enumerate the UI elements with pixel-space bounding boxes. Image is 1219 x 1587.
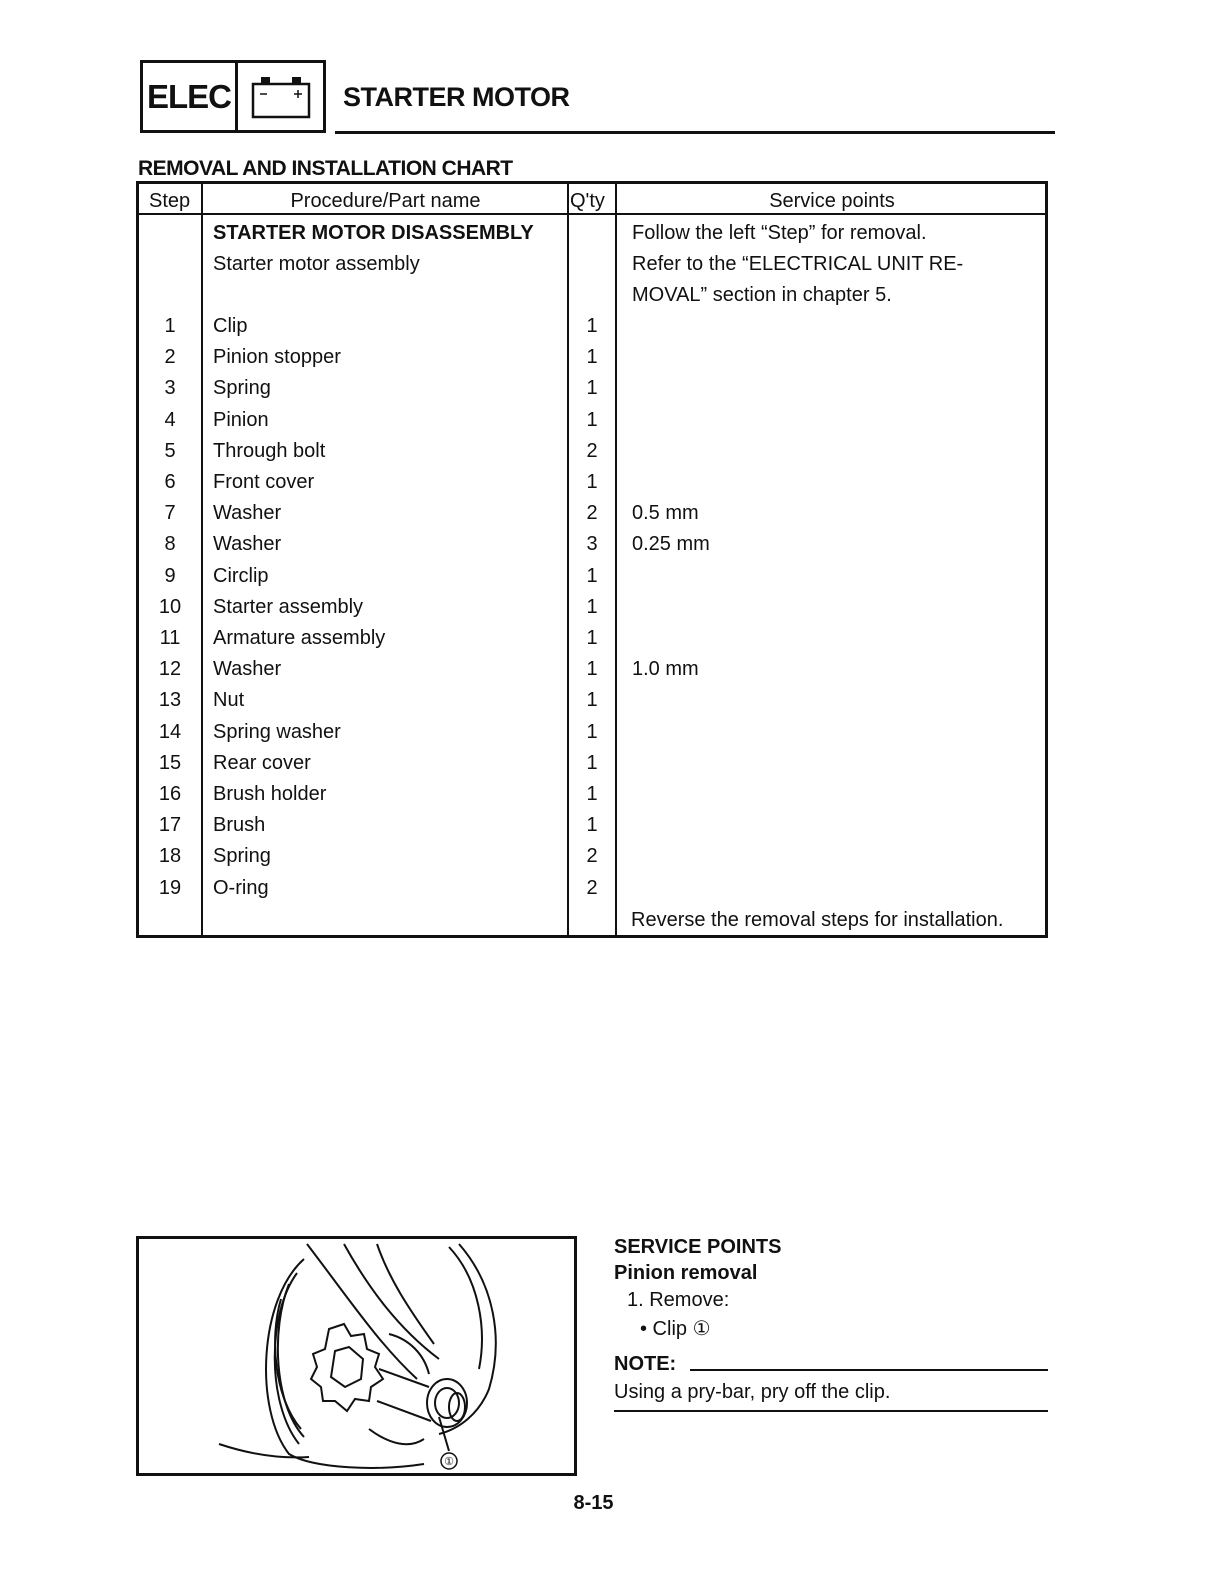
row-qty: 1: [586, 814, 598, 837]
row-part-name: Washer: [213, 533, 282, 556]
row-qty: 1: [586, 627, 598, 649]
row-step: 5: [164, 439, 176, 462]
row-part-name: Nut: [213, 689, 245, 712]
removal-installation-chart: [136, 181, 1048, 938]
row-step: 11: [159, 627, 181, 649]
starter-motor-illustration: [139, 1239, 574, 1473]
row-step: 7: [164, 502, 176, 525]
column-header-step: Step: [149, 190, 191, 212]
row-part-name: O-ring: [213, 876, 269, 899]
row-step: 15: [158, 751, 182, 774]
row-part-name: Through bolt: [213, 439, 326, 462]
row-qty: 2: [586, 845, 598, 868]
row-service-point: 0.5 mm: [632, 502, 699, 525]
page-title: STARTER MOTOR: [343, 82, 570, 112]
service-bullet: • Clip ①: [640, 1318, 711, 1340]
row-part-name: Armature assembly: [213, 627, 386, 649]
column-header-qty: Q'ty: [570, 190, 605, 212]
row-part-name: Front cover: [213, 471, 315, 493]
row-step: 8: [164, 533, 176, 556]
row-step: 16: [158, 783, 182, 805]
row-step: 13: [158, 689, 182, 712]
row-step: 6: [164, 471, 176, 493]
callout-number: ①: [444, 1456, 454, 1468]
section-tab: [140, 60, 326, 133]
row-part-name: Pinion stopper: [213, 346, 341, 369]
disassembly-heading: STARTER MOTOR DISASSEMBLY: [213, 222, 534, 244]
row-step: 12: [158, 658, 182, 681]
service-points-subheading: Pinion removal: [614, 1262, 758, 1284]
row-step: 2: [164, 346, 176, 369]
row-step: 10: [158, 595, 182, 618]
battery-icon: [249, 74, 313, 120]
row-qty: 1: [586, 595, 598, 618]
row-qty: 1: [586, 471, 598, 493]
row-qty: 1: [586, 658, 598, 681]
column-header-service: Service points: [769, 190, 895, 212]
row-part-name: Spring: [213, 845, 271, 868]
note-label: NOTE:: [614, 1353, 677, 1375]
row-qty: 1: [586, 564, 598, 587]
pinion-removal-figure: [136, 1236, 577, 1476]
row-qty: 1: [586, 751, 598, 774]
row-step: 18: [158, 845, 182, 868]
service-intro-line: Refer to the “ELECTRICAL UNIT RE-: [632, 253, 964, 275]
service-intro-line: MOVAL” section in chapter 5.: [632, 284, 892, 306]
row-part-name: Starter assembly: [213, 595, 364, 618]
header-rule: [335, 131, 1055, 134]
assembly-label: Starter motor assembly: [213, 253, 420, 275]
row-step: 3: [164, 377, 176, 400]
row-step: 14: [158, 720, 182, 743]
row-qty: 2: [586, 439, 598, 462]
section-label: ELEC: [143, 63, 238, 130]
row-service-point: 1.0 mm: [632, 658, 699, 681]
row-part-name: Spring washer: [213, 720, 341, 743]
service-step: 1. Remove:: [627, 1289, 730, 1311]
row-part-name: Washer: [213, 658, 282, 681]
row-part-name: Pinion: [213, 408, 269, 431]
row-step: 17: [158, 814, 182, 837]
row-qty: 1: [586, 408, 598, 431]
column-header-part: Procedure/Part name: [290, 190, 481, 212]
row-step: 1: [164, 315, 176, 337]
column-divider: [615, 184, 617, 935]
row-qty: 2: [586, 876, 598, 899]
installation-note: Reverse the removal steps for installation.: [631, 909, 1004, 931]
row-part-name: Rear cover: [213, 751, 311, 774]
service-intro-line: Follow the left “Step” for removal.: [632, 222, 927, 244]
note-end-rule: [614, 1410, 1048, 1412]
row-part-name: Brush: [213, 814, 266, 837]
page-number: 8-15: [573, 1492, 614, 1514]
header-divider: [139, 213, 1045, 215]
row-step: 4: [164, 408, 176, 431]
service-points-heading: SERVICE POINTS: [614, 1236, 782, 1258]
row-qty: 1: [586, 783, 598, 805]
row-qty: 2: [586, 502, 598, 525]
row-step: 19: [158, 876, 182, 899]
row-qty: 1: [586, 720, 598, 743]
column-divider: [201, 184, 203, 935]
row-qty: 1: [586, 689, 598, 712]
chart-title: REMOVAL AND INSTALLATION CHART: [138, 157, 513, 180]
row-qty: 1: [586, 377, 598, 400]
note-text: Using a pry-bar, pry off the clip.: [614, 1381, 891, 1403]
row-step: 9: [164, 564, 176, 587]
row-qty: 1: [586, 346, 598, 369]
row-part-name: Brush holder: [213, 783, 327, 805]
row-part-name: Circlip: [213, 564, 269, 587]
row-qty: 1: [586, 315, 598, 337]
row-part-name: Spring: [213, 377, 271, 400]
note-rule: [690, 1369, 1048, 1371]
row-qty: 3: [586, 533, 598, 556]
row-part-name: Washer: [213, 502, 282, 525]
row-part-name: Clip: [213, 315, 248, 337]
row-service-point: 0.25 mm: [632, 533, 710, 556]
battery-icon-cell: [238, 63, 323, 130]
